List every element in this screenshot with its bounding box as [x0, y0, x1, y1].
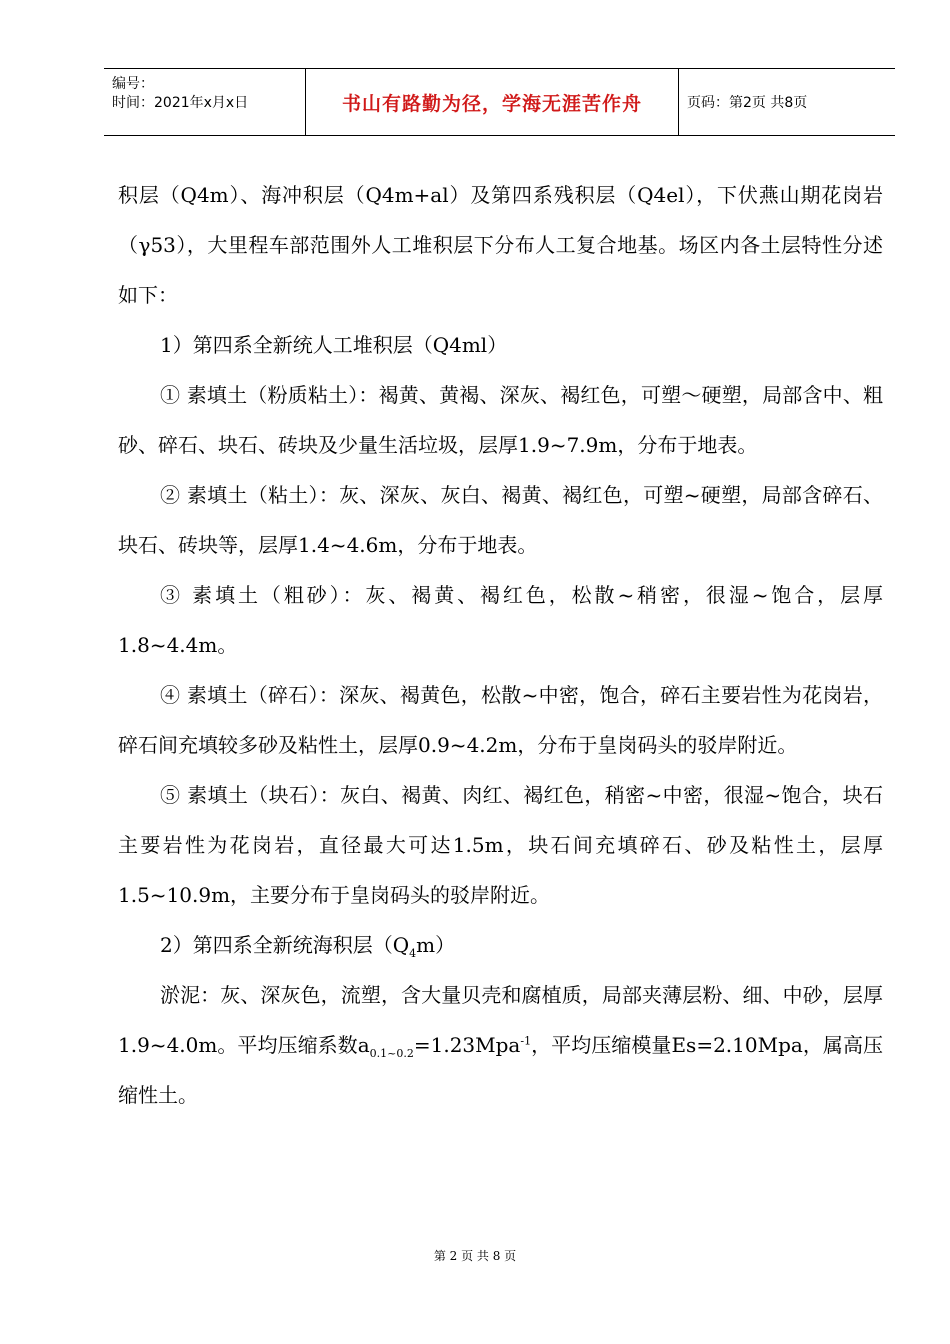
mud-text-3: ，平均压缩模量Es=2.10Mpa，属高压缩性土。	[118, 1033, 883, 1107]
number-label: 编号：	[112, 76, 154, 92]
header-motto: 书山有路勤为径，学海无涯苦作舟	[306, 69, 679, 135]
mud-sup: -1	[520, 1034, 532, 1048]
section2-suffix: m）	[416, 933, 456, 957]
section2-prefix: 2）第四系全新统海积层（Q	[160, 933, 410, 957]
paragraph: 积层（Q4m）、海冲积层（Q4m+al）及第四系残积层（Q4el），下伏燕山期花岗岩（γ53），大里程车部范围外人工堆积层下分布人工复合地基。场区内各土层特性分述如下：	[118, 183, 883, 307]
section-heading	[118, 920, 883, 970]
header-page-label: 页码：第2页 共8页	[687, 95, 808, 111]
paragraph: ② 素填土（粘土）：灰、深灰、灰白、褐黄、褐红色，可塑~硬塑，局部含碎石、块石、砖块等，层厚1.4~4.6m，分布于地表。	[118, 483, 883, 557]
document-header	[104, 68, 895, 136]
paragraph: ④ 素填土（碎石）：深灰、褐黄色，松散~中密，饱合，碎石主要岩性为花岗岩，碎石间充填较多砂及粘性土，层厚0.9~4.2m，分布于皇岗码头的驳岸附近。	[118, 683, 883, 757]
section-heading: 1）第四系全新统人工堆积层（Q4ml）	[160, 333, 508, 357]
time-label: 时间：2021年x月x日	[112, 95, 249, 111]
section2-sub: 4	[409, 947, 417, 960]
header-meta	[104, 69, 306, 135]
mud-text-2: =1.23Mpa	[413, 1033, 521, 1057]
paragraph	[118, 970, 883, 1120]
paragraph: ① 素填土（粉质粘土）：褐黄、黄褐、深灰、褐红色，可塑～硬塑，局部含中、粗砂、碎石、块石、砖块及少量生活垃圾，层厚1.9~7.9m，分布于地表。	[118, 383, 883, 457]
document-body	[118, 170, 883, 1120]
paragraph: ⑤ 素填土（块石）：灰白、褐黄、肉红、褐红色，稍密~中密，很湿~饱合，块石主要岩性为花岗岩，直径最大可达1.5m，块石间充填碎石、砂及粘性土，层厚1.5~10.9m，主要分布于皇岗码头的驳岸附近。	[118, 783, 883, 907]
mud-text-1: 淤泥：灰、深灰色，流塑，含大量贝壳和腐植质，局部夹薄层粉、细、中砂，层厚1.9~4.0m。平均压缩系数a	[118, 983, 883, 1057]
paragraph: ③ 素填土（粗砂）：灰、褐黄、褐红色，松散~稍密，很湿~饱合，层厚1.8~4.4m。	[118, 583, 883, 657]
page-footer: 第 2 页 共 8 页	[433, 1249, 517, 1263]
mud-sub: 0.1~0.2	[369, 1047, 414, 1060]
